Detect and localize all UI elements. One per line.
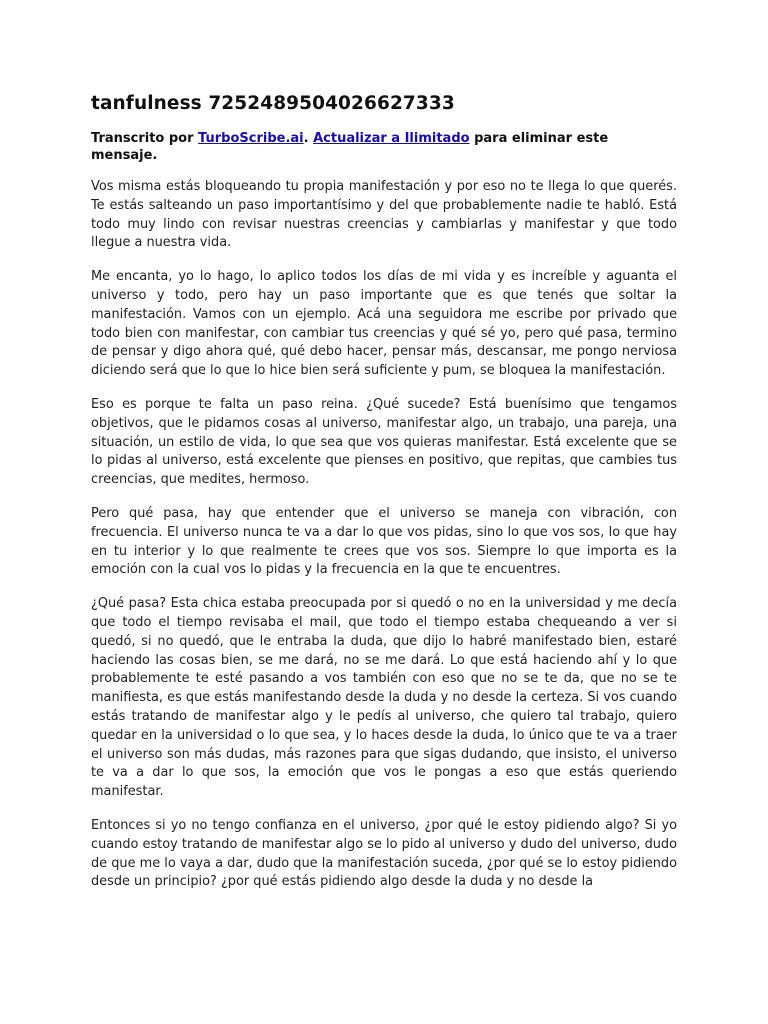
turboscribe-link[interactable]: TurboScribe.ai	[198, 131, 304, 146]
paragraph-2: Me encanta, yo lo hago, lo aplico todos los días de mi vida y es increíble y aguanta el universo y todo, pero hay un paso importante que es que tenés que soltar la manifestación. Vamos con un ejemplo. Acá una seguidora me escribe por privado que todo bien con manifestar, con cambiar tus creencias y qué sé yo, pero qué pasa, termino de pensar y digo ahora qué, qué debo hacer, pensar más, descansar, me pongo nerviosa diciendo será que lo que lo hice bien será suficiente y pum, se bloquea la manifestación.	[91, 269, 677, 379]
document-title: tanfulness 7252489504026627333	[91, 93, 455, 114]
transcript-notice	[91, 130, 677, 164]
paragraph-5: ¿Qué pasa? Esta chica estaba preocupada por si quedó o no en la universidad y me decía que todo el tiempo revisaba el mail, que todo el tiempo estaba chequeando a ver si quedó, si no quedó, que le entraba la duda, que dijo lo habré manifestado bien, estaré haciendo las cosas bien, se me dará, no se me dará. Lo que está haciendo ahí y lo que probablemente te esté pasando a vos también con eso que no se te da, que no se te manifiesta, es que estás manifestando desde la duda y no desde la certeza. Si vos cuando estás tratando de manifestar algo y le pedís al universo, che quiero tal trabajo, quiero quedar en la universidad o lo que sea, y lo haces desde la duda, lo único que te va a traer el universo son más dudas, más razones para que sigas dudando, que insisto, el universo te va a dar lo que sos, la emoción que vos le pongas a eso que estás queriendo manifestar.	[91, 596, 677, 800]
transcript-prefix: Transcrito por	[91, 131, 199, 146]
paragraph-4: Pero qué pasa, hay que entender que el universo se maneja con vibración, con frecuencia. El universo nunca te va a dar lo que vos pidas, sino lo que vos sos, lo que hay en tu interior y lo que realmente te crees que vos sos. Siempre lo que importa es la emoción con la cual vos lo pidas y la frecuencia en la que te encuentres.	[91, 505, 677, 578]
paragraph-1: Vos misma estás bloqueando tu propia manifestación y por eso no te llega lo que querés. Te estás salteando un paso importantísimo y del que probablemente nadie te habló. Está todo muy lindo con revisar nuestras creencias y cambiarlas y manifestar y que todo llegue a nuestra vida.	[91, 179, 677, 251]
transcript-suffix: para eliminar este mensaje.	[91, 131, 609, 163]
paragraph-3: Eso es porque te falta un paso reina. ¿Qué sucede? Está buenísimo que tengamos objetivos, que le pidamos cosas al universo, manifestar algo, un trabajo, una pareja, una situación, un estilo de vida, lo que sea que vos quieras manifestar. Está excelente que se lo pidas al universo, está excelente que pienses en positivo, que repitas, que cambies tus creencias, que medites, hermoso.	[91, 396, 677, 488]
document-page	[91, 92, 677, 893]
paragraph-6: Entonces si yo no tengo confianza en el universo, ¿por qué le estoy pidiendo algo? Si yo cuando estoy tratando de manifestar algo se lo pido al universo y dudo del universo, dudo de que me lo vaya a dar, dudo que la manifestación suceda, ¿por qué se lo estoy pidiendo desde un principio? ¿por qué estás pidiendo algo desde la duda y no desde la	[91, 817, 677, 890]
upgrade-unlimited-link[interactable]: Actualizar a Ilimitado	[313, 131, 470, 146]
transcript-separator: .	[303, 131, 314, 146]
